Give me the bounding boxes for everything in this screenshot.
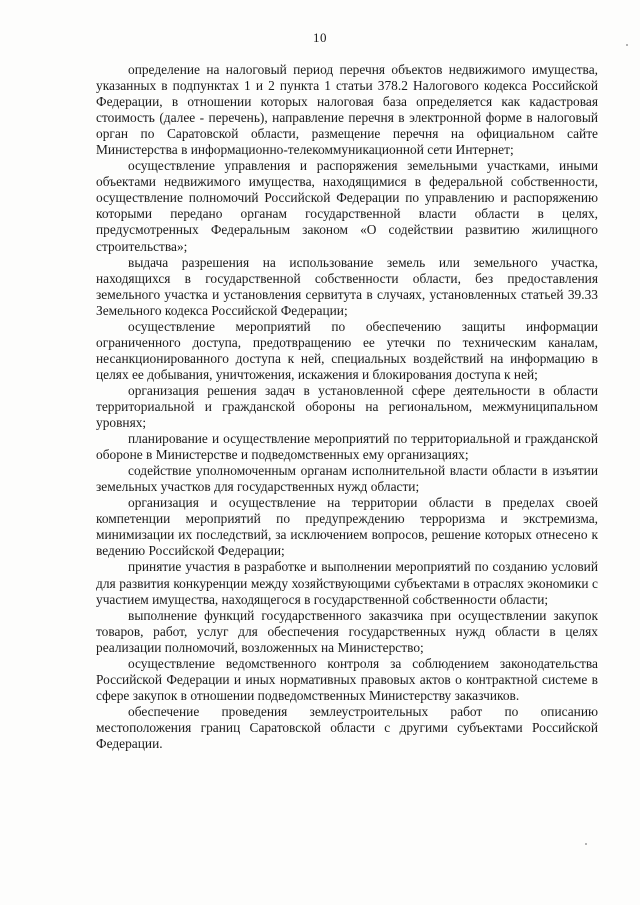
- paragraph-procurement-control: осуществление ведомственного контроля за соблюдением законодательства Российской Федерации и иных нормативных правовых актов о контрактной системе в сфере закупок в отношении подведомственных Министерству заказчиков.: [96, 655, 598, 703]
- paragraph-terrorism-prevention: организация и осуществление на территории области в пределах своей компетенции мероприятий по предупреждению терроризма и экстремизма, минимизации их последствий, за исключением вопросов, решение которых отнесено к ведению Российской Федерации;: [96, 495, 598, 559]
- paragraph-federal-land-management: осуществление управления и распоряжения земельными участками, иными объектами недвижимого имущества, находящимися в федеральной собственности, осуществление полномочий Российской Федерации по управлению и распоряжению которыми передано органам государственной власти области в целях, предусмотренных Федеральным законом «О содействии развитию жилищного строительства»;: [96, 158, 598, 254]
- paragraph-competition-development: принятие участия в разработке и выполнении мероприятий по созданию условий для развития конкуренции между хозяйствующими субъектами в отраслях экономики с участием имущества, находящегося в государственной собственности области;: [96, 559, 598, 607]
- scan-speck: [585, 843, 587, 845]
- document-body: [96, 62, 598, 752]
- page-number: 10: [313, 30, 327, 45]
- paragraph-land-use-permit: выдача разрешения на использование земель или земельного участка, находящихся в государственной собственности области, без предоставления земельного участка и установления сервитута в случаях, установленных статьей 39.33 Земельного кодекса Российской Федерации;: [96, 254, 598, 318]
- scan-speck: [626, 44, 628, 46]
- paragraph-civil-defense-planning: планирование и осуществление мероприятий по территориальной и гражданской обороне в Министерстве и подведомственных ему организациях;: [96, 431, 598, 463]
- paragraph-state-customer: выполнение функций государственного заказчика при осуществлении закупок товаров, работ, услуг для обеспечения государственных нужд области в целях реализации полномочий, возложенных на Министерство;: [96, 607, 598, 655]
- paragraph-tax-base-list: определение на налоговый период перечня объектов недвижимого имущества, указанных в подпунктах 1 и 2 пункта 1 статьи 378.2 Налогового кодекса Российской Федерации, в отношении которых налоговая база определяется как кадастровая стоимость (далее - перечень), направление перечня в электронной форме в налоговый орган по Саратовской области, размещение перечня на официальном сайте Министерства в информационно-телекоммуникационной сети Интернет;: [96, 62, 598, 158]
- paragraph-information-protection: осуществление мероприятий по обеспечению защиты информации ограниченного доступа, предотвращению ее утечки по техническим каналам, несанкционированного доступа к ней, специальных воздействий на информацию в целях ее добывания, уничтожения, искажения и блокирования доступа к ней;: [96, 318, 598, 382]
- paragraph-boundary-survey: обеспечение проведения землеустроительных работ по описанию местоположения границ Саратовской области с другими субъектами Российской Федерации.: [96, 703, 598, 751]
- paragraph-civil-defense-tasks: организация решения задач в установленной сфере деятельности в области территориальной и гражданской обороны на региональном, межмуниципальном уровнях;: [96, 382, 598, 431]
- paragraph-land-seizure-assistance: содействие уполномоченным органам исполнительной власти области в изъятии земельных участков для государственных нужд области;: [96, 463, 598, 495]
